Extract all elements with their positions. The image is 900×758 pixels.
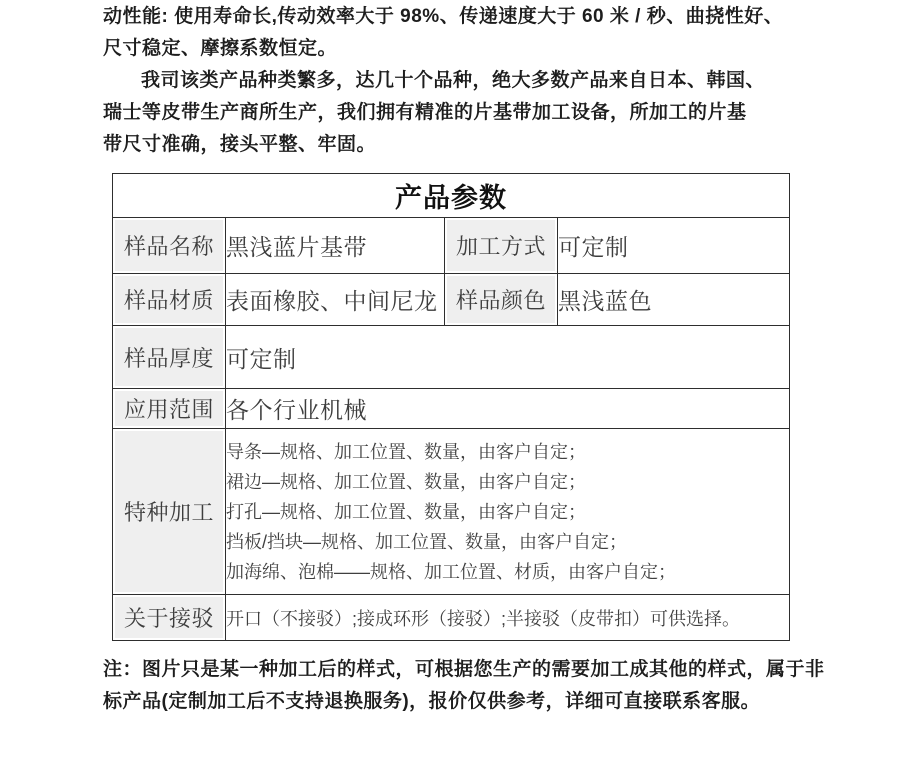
special-processing-line: 打孔—规格、加工位置、数量，由客户自定； <box>226 501 586 522</box>
paragraph-line: 我司该类产品种类繁多，达几十个品种，绝大多数产品来自日本、韩国、 <box>141 70 766 91</box>
table-title: 产品参数 <box>113 174 790 218</box>
sample-name-value-cell: 黑浅蓝片基带 <box>226 218 445 274</box>
processing-method-label-cell: 加工方式 <box>445 218 558 274</box>
company-paragraph <box>103 65 798 161</box>
table-title-row <box>113 174 790 218</box>
table-row-thickness <box>113 326 790 389</box>
table-row-special-processing <box>113 429 790 595</box>
table-row-material <box>113 274 790 326</box>
sample-thickness-value-cell: 可定制 <box>226 326 790 389</box>
special-processing-line: 挡板/挡块—规格、加工位置、数量，由客户自定； <box>226 531 627 552</box>
paragraph-line: 动性能: 使用寿命长,传动效率大于 98%、传递速度大于 60 米 / 秒、曲挠性好、 <box>103 6 784 27</box>
special-processing-label-cell: 特种加工 <box>113 429 226 595</box>
special-processing-line: 裙边—规格、加工位置、数量，由客户自定； <box>226 471 586 492</box>
splicing-label-cell: 关于接驳 <box>113 595 226 641</box>
sample-color-label-cell: 样品颜色 <box>445 274 558 326</box>
table-row-scope <box>113 389 790 429</box>
processing-method-value-cell: 可定制 <box>558 218 790 274</box>
note-line: 标产品(定制加工后不支持退换服务)，报价仅供参考，详细可直接联系客服。 <box>103 691 761 712</box>
sample-name-label-cell: 样品名称 <box>113 218 226 274</box>
table-row-name <box>113 218 790 274</box>
application-scope-label-cell: 应用范围 <box>113 389 226 429</box>
splicing-value-cell: 开口（不接驳）;接成环形（接驳）;半接驳（皮带扣）可供选择。 <box>226 595 790 641</box>
special-processing-line: 加海绵、泡棉——规格、加工位置、材质，由客户自定； <box>226 561 676 582</box>
special-processing-line: 导条—规格、加工位置、数量，由客户自定； <box>226 441 586 462</box>
performance-paragraph <box>103 1 798 65</box>
content-column <box>103 0 825 718</box>
application-scope-value-cell: 各个行业机械 <box>226 389 790 429</box>
sample-material-label-cell: 样品材质 <box>113 274 226 326</box>
sample-thickness-label-cell: 样品厚度 <box>113 326 226 389</box>
product-parameters-table <box>112 173 790 641</box>
special-processing-value-cell <box>226 429 790 595</box>
table-row-splicing <box>113 595 790 641</box>
paragraph-line: 瑞士等皮带生产商所生产，我们拥有精准的片基带加工设备，所加工的片基 <box>103 102 747 123</box>
paragraph-line: 带尺寸准确，接头平整、牢固。 <box>103 134 377 155</box>
sample-color-value-cell: 黑浅蓝色 <box>558 274 790 326</box>
intro-section <box>103 0 798 161</box>
paragraph-line: 尺寸稳定、摩擦系数恒定。 <box>103 38 338 59</box>
sample-material-value-cell: 表面橡胶、中间尼龙 <box>226 274 445 326</box>
note-line: 注：图片只是某一种加工后的样式，可根据您生产的需要加工成其他的样式，属于非 <box>103 659 825 680</box>
note-section <box>103 654 825 718</box>
